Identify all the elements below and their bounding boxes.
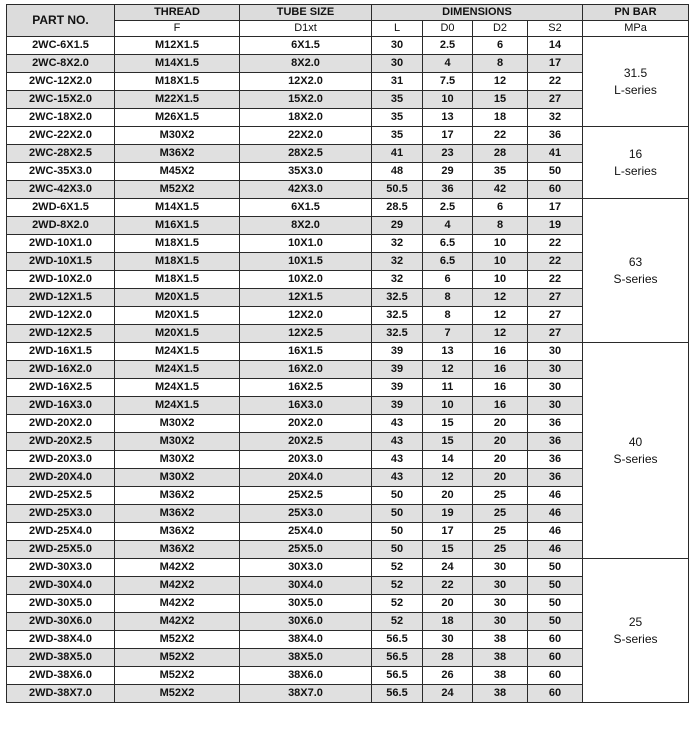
dim-l-cell: 39 (372, 343, 423, 361)
tube-size-cell: 30X3.0 (240, 559, 372, 577)
part-no-header: PART NO. (7, 5, 115, 37)
pn-bar-cell (583, 127, 689, 199)
tube-size-cell: 20X3.0 (240, 451, 372, 469)
part-no-cell: 2WD-30X5.0 (7, 595, 115, 613)
tube-size-cell: 20X4.0 (240, 469, 372, 487)
dim-s2-cell: 22 (528, 271, 583, 289)
series-label: L-series (614, 82, 657, 97)
dim-d2-cell: 30 (473, 577, 528, 595)
tube-size-cell: 25X2.5 (240, 487, 372, 505)
part-no-cell: 2WD-12X2.0 (7, 307, 115, 325)
part-no-cell: 2WC-35X3.0 (7, 163, 115, 181)
dim-d0-cell: 20 (423, 487, 473, 505)
table-header (7, 5, 689, 37)
dim-l-cell: 50.5 (372, 181, 423, 199)
dim-l-cell: 32 (372, 235, 423, 253)
part-no-cell: 2WD-30X4.0 (7, 577, 115, 595)
dim-d0-cell: 12 (423, 469, 473, 487)
tube-size-cell: 16X3.0 (240, 397, 372, 415)
dim-d0-cell: 18 (423, 613, 473, 631)
dim-s2-cell: 30 (528, 361, 583, 379)
part-no-cell: 2WC-8X2.0 (7, 55, 115, 73)
dim-d2-header: D2 (473, 21, 528, 37)
dim-l-cell: 39 (372, 361, 423, 379)
dim-s2-cell: 36 (528, 433, 583, 451)
dim-s2-cell: 27 (528, 307, 583, 325)
tube-size-cell: 22X2.0 (240, 127, 372, 145)
thread-header: THREAD (115, 5, 240, 21)
dim-l-cell: 32 (372, 271, 423, 289)
dim-d2-cell: 38 (473, 667, 528, 685)
tube-size-cell: 10X2.0 (240, 271, 372, 289)
dim-d0-cell: 14 (423, 451, 473, 469)
dim-l-cell: 30 (372, 55, 423, 73)
tube-size-cell: 38X5.0 (240, 649, 372, 667)
dim-l-cell: 52 (372, 559, 423, 577)
tube-size-cell: 8X2.0 (240, 55, 372, 73)
dim-l-cell: 43 (372, 433, 423, 451)
dim-l-cell: 32 (372, 253, 423, 271)
tube-size-cell: 10X1.0 (240, 235, 372, 253)
pn-bar-cell (583, 199, 689, 343)
dim-d0-cell: 23 (423, 145, 473, 163)
thread-cell: M24X1.5 (115, 361, 240, 379)
dim-s2-cell: 32 (528, 109, 583, 127)
dim-s2-cell: 60 (528, 685, 583, 703)
thread-cell: M36X2 (115, 505, 240, 523)
dim-s2-cell: 30 (528, 343, 583, 361)
tube-size-cell: 6X1.5 (240, 199, 372, 217)
dim-d2-cell: 25 (473, 487, 528, 505)
pressure-value: 31.5 (623, 65, 648, 80)
thread-cell: M18X1.5 (115, 253, 240, 271)
dim-s2-cell: 22 (528, 253, 583, 271)
thread-cell: M18X1.5 (115, 73, 240, 91)
thread-cell: M45X2 (115, 163, 240, 181)
part-no-cell: 2WD-10X1.0 (7, 235, 115, 253)
thread-cell: M12X1.5 (115, 37, 240, 55)
part-no-cell: 2WD-8X2.0 (7, 217, 115, 235)
thread-cell: M16X1.5 (115, 217, 240, 235)
dim-l-cell: 48 (372, 163, 423, 181)
dim-d2-cell: 35 (473, 163, 528, 181)
tube-size-cell: 25X4.0 (240, 523, 372, 541)
thread-cell: M42X2 (115, 613, 240, 631)
dim-s2-cell: 60 (528, 649, 583, 667)
dim-s2-cell: 17 (528, 199, 583, 217)
table-row (7, 559, 689, 577)
table-row (7, 127, 689, 145)
dim-l-cell: 43 (372, 469, 423, 487)
thread-sub-header: F (115, 21, 240, 37)
pn-bar-cell (583, 559, 689, 703)
part-no-cell: 2WD-25X3.0 (7, 505, 115, 523)
part-no-cell: 2WC-42X3.0 (7, 181, 115, 199)
pn-bar-cell (583, 343, 689, 559)
part-no-cell: 2WD-20X4.0 (7, 469, 115, 487)
dim-d0-cell: 2.5 (423, 37, 473, 55)
part-no-cell: 2WD-16X1.5 (7, 343, 115, 361)
thread-cell: M42X2 (115, 595, 240, 613)
pressure-value: 40 (628, 434, 643, 449)
tube-size-cell: 12X2.5 (240, 325, 372, 343)
dim-d0-cell: 13 (423, 109, 473, 127)
dim-l-cell: 56.5 (372, 631, 423, 649)
dim-d0-cell: 28 (423, 649, 473, 667)
tube-size-cell: 25X3.0 (240, 505, 372, 523)
tube-size-cell: 20X2.5 (240, 433, 372, 451)
part-no-cell: 2WD-10X1.5 (7, 253, 115, 271)
part-no-cell: 2WD-12X1.5 (7, 289, 115, 307)
thread-cell: M18X1.5 (115, 235, 240, 253)
dim-d2-cell: 10 (473, 235, 528, 253)
pressure-value: 16 (628, 146, 643, 161)
dim-d2-cell: 38 (473, 649, 528, 667)
dim-d2-cell: 28 (473, 145, 528, 163)
dim-d2-cell: 16 (473, 361, 528, 379)
series-label: S-series (613, 271, 658, 286)
dim-d0-cell: 20 (423, 595, 473, 613)
dim-d2-cell: 18 (473, 109, 528, 127)
tube-size-cell: 42X3.0 (240, 181, 372, 199)
dim-d0-cell: 24 (423, 685, 473, 703)
dim-d0-cell: 24 (423, 559, 473, 577)
thread-cell: M18X1.5 (115, 271, 240, 289)
thread-cell: M30X2 (115, 415, 240, 433)
dim-s2-cell: 36 (528, 127, 583, 145)
thread-cell: M30X2 (115, 469, 240, 487)
thread-cell: M52X2 (115, 685, 240, 703)
tube-size-cell: 12X2.0 (240, 73, 372, 91)
dim-s2-cell: 30 (528, 379, 583, 397)
tube-size-sub-header: D1xt (240, 21, 372, 37)
dim-d0-cell: 17 (423, 523, 473, 541)
part-no-cell: 2WD-16X2.0 (7, 361, 115, 379)
dim-d0-cell: 7.5 (423, 73, 473, 91)
part-no-cell: 2WD-16X3.0 (7, 397, 115, 415)
dim-d2-cell: 20 (473, 433, 528, 451)
tube-size-cell: 25X5.0 (240, 541, 372, 559)
dim-d2-cell: 25 (473, 523, 528, 541)
dim-d0-cell: 36 (423, 181, 473, 199)
part-no-cell: 2WD-38X7.0 (7, 685, 115, 703)
dim-d0-cell: 11 (423, 379, 473, 397)
dim-s2-cell: 50 (528, 577, 583, 595)
pressure-value: 63 (628, 254, 643, 269)
dim-d0-cell: 26 (423, 667, 473, 685)
dim-d2-cell: 12 (473, 289, 528, 307)
dim-l-cell: 43 (372, 451, 423, 469)
dim-s2-cell: 14 (528, 37, 583, 55)
fitting-spec-table (6, 4, 689, 703)
dim-d2-cell: 20 (473, 451, 528, 469)
thread-cell: M36X2 (115, 541, 240, 559)
dim-l-cell: 39 (372, 379, 423, 397)
thread-cell: M30X2 (115, 433, 240, 451)
part-no-cell: 2WC-28X2.5 (7, 145, 115, 163)
series-label: L-series (614, 163, 657, 178)
dim-l-cell: 41 (372, 145, 423, 163)
dim-s2-cell: 60 (528, 631, 583, 649)
dim-s2-cell: 36 (528, 469, 583, 487)
dim-s2-cell: 27 (528, 91, 583, 109)
dim-d2-cell: 38 (473, 685, 528, 703)
tube-size-cell: 30X4.0 (240, 577, 372, 595)
dim-d2-cell: 8 (473, 55, 528, 73)
dim-l-cell: 50 (372, 541, 423, 559)
part-no-cell: 2WD-16X2.5 (7, 379, 115, 397)
dim-s2-cell: 30 (528, 397, 583, 415)
dim-l-cell: 32.5 (372, 289, 423, 307)
dim-s2-cell: 41 (528, 145, 583, 163)
thread-cell: M52X2 (115, 181, 240, 199)
dim-d2-cell: 15 (473, 91, 528, 109)
thread-cell: M42X2 (115, 577, 240, 595)
tube-size-cell: 12X1.5 (240, 289, 372, 307)
dim-d2-cell: 22 (473, 127, 528, 145)
dim-d2-cell: 25 (473, 541, 528, 559)
dim-s2-cell: 22 (528, 235, 583, 253)
dim-d0-cell: 15 (423, 415, 473, 433)
part-no-cell: 2WD-20X2.0 (7, 415, 115, 433)
dim-l-cell: 31 (372, 73, 423, 91)
tube-size-cell: 28X2.5 (240, 145, 372, 163)
dim-d2-cell: 10 (473, 271, 528, 289)
tube-size-cell: 35X3.0 (240, 163, 372, 181)
tube-size-cell: 10X1.5 (240, 253, 372, 271)
header-row-main (7, 5, 689, 21)
dim-d0-cell: 8 (423, 307, 473, 325)
dim-s2-cell: 22 (528, 73, 583, 91)
dim-l-cell: 35 (372, 127, 423, 145)
dim-l-cell: 43 (372, 415, 423, 433)
dim-d0-cell: 13 (423, 343, 473, 361)
dim-s2-cell: 50 (528, 613, 583, 631)
dim-d0-cell: 29 (423, 163, 473, 181)
dim-d2-cell: 20 (473, 415, 528, 433)
table-row (7, 199, 689, 217)
dim-d0-cell: 10 (423, 91, 473, 109)
thread-cell: M30X2 (115, 127, 240, 145)
dim-d2-cell: 30 (473, 559, 528, 577)
table-row (7, 343, 689, 361)
dim-d0-cell: 15 (423, 433, 473, 451)
dim-l-cell: 50 (372, 487, 423, 505)
dim-s2-cell: 50 (528, 559, 583, 577)
dim-l-cell: 50 (372, 505, 423, 523)
pn-unit-header: MPa (583, 21, 689, 37)
dim-l-header: L (372, 21, 423, 37)
thread-cell: M26X1.5 (115, 109, 240, 127)
part-no-cell: 2WC-15X2.0 (7, 91, 115, 109)
tube-size-cell: 38X4.0 (240, 631, 372, 649)
part-no-cell: 2WD-25X4.0 (7, 523, 115, 541)
dim-d2-cell: 38 (473, 631, 528, 649)
dim-d2-cell: 30 (473, 613, 528, 631)
dim-l-cell: 35 (372, 109, 423, 127)
thread-cell: M14X1.5 (115, 55, 240, 73)
dim-d2-cell: 30 (473, 595, 528, 613)
dim-l-cell: 52 (372, 613, 423, 631)
dim-s2-cell: 17 (528, 55, 583, 73)
dim-l-cell: 28.5 (372, 199, 423, 217)
dim-s2-cell: 36 (528, 451, 583, 469)
dim-d0-cell: 4 (423, 217, 473, 235)
dim-s2-cell: 27 (528, 289, 583, 307)
table-row (7, 37, 689, 55)
part-no-cell: 2WD-10X2.0 (7, 271, 115, 289)
dim-s2-cell: 50 (528, 163, 583, 181)
dim-d2-cell: 12 (473, 73, 528, 91)
dim-d0-cell: 2.5 (423, 199, 473, 217)
tube-size-cell: 6X1.5 (240, 37, 372, 55)
dim-d0-cell: 8 (423, 289, 473, 307)
dim-d0-cell: 6.5 (423, 253, 473, 271)
dim-d2-cell: 10 (473, 253, 528, 271)
tube-size-cell: 30X6.0 (240, 613, 372, 631)
part-no-cell: 2WC-22X2.0 (7, 127, 115, 145)
thread-cell: M22X1.5 (115, 91, 240, 109)
dim-s2-cell: 60 (528, 181, 583, 199)
dim-d2-cell: 42 (473, 181, 528, 199)
dim-l-cell: 52 (372, 595, 423, 613)
dim-l-cell: 32.5 (372, 325, 423, 343)
dim-d0-cell: 17 (423, 127, 473, 145)
dim-d0-cell: 4 (423, 55, 473, 73)
dim-l-cell: 56.5 (372, 649, 423, 667)
part-no-cell: 2WD-12X2.5 (7, 325, 115, 343)
part-no-cell: 2WC-12X2.0 (7, 73, 115, 91)
tube-size-cell: 12X2.0 (240, 307, 372, 325)
part-no-cell: 2WD-30X3.0 (7, 559, 115, 577)
thread-cell: M36X2 (115, 523, 240, 541)
dim-l-cell: 56.5 (372, 667, 423, 685)
dim-d0-header: D0 (423, 21, 473, 37)
dim-d0-cell: 12 (423, 361, 473, 379)
dim-d2-cell: 16 (473, 343, 528, 361)
thread-cell: M52X2 (115, 649, 240, 667)
thread-cell: M52X2 (115, 631, 240, 649)
tube-size-header: TUBE SIZE (240, 5, 372, 21)
thread-cell: M24X1.5 (115, 379, 240, 397)
dim-s2-cell: 50 (528, 595, 583, 613)
part-no-cell: 2WD-25X5.0 (7, 541, 115, 559)
dim-d2-cell: 12 (473, 325, 528, 343)
series-label: S-series (613, 631, 658, 646)
dim-s2-cell: 19 (528, 217, 583, 235)
dim-d2-cell: 25 (473, 505, 528, 523)
part-no-cell: 2WD-38X4.0 (7, 631, 115, 649)
dim-d2-cell: 12 (473, 307, 528, 325)
thread-cell: M24X1.5 (115, 343, 240, 361)
dim-s2-cell: 46 (528, 505, 583, 523)
tube-size-cell: 16X1.5 (240, 343, 372, 361)
part-no-cell: 2WD-25X2.5 (7, 487, 115, 505)
dim-d0-cell: 19 (423, 505, 473, 523)
dim-d0-cell: 15 (423, 541, 473, 559)
tube-size-cell: 20X2.0 (240, 415, 372, 433)
tube-size-cell: 38X7.0 (240, 685, 372, 703)
part-no-cell: 2WD-38X5.0 (7, 649, 115, 667)
thread-cell: M42X2 (115, 559, 240, 577)
table-body (7, 37, 689, 703)
dim-s2-cell: 46 (528, 487, 583, 505)
thread-cell: M20X1.5 (115, 307, 240, 325)
pressure-value: 25 (628, 614, 643, 629)
dim-l-cell: 50 (372, 523, 423, 541)
dim-l-cell: 32.5 (372, 307, 423, 325)
thread-cell: M52X2 (115, 667, 240, 685)
dim-s2-cell: 27 (528, 325, 583, 343)
dim-d0-cell: 6.5 (423, 235, 473, 253)
dim-d2-cell: 8 (473, 217, 528, 235)
part-no-cell: 2WC-6X1.5 (7, 37, 115, 55)
dim-s2-cell: 46 (528, 541, 583, 559)
dim-d2-cell: 16 (473, 379, 528, 397)
part-no-cell: 2WD-38X6.0 (7, 667, 115, 685)
dim-l-cell: 30 (372, 37, 423, 55)
thread-cell: M14X1.5 (115, 199, 240, 217)
dim-s2-cell: 46 (528, 523, 583, 541)
dim-s2-cell: 36 (528, 415, 583, 433)
tube-size-cell: 30X5.0 (240, 595, 372, 613)
dim-d0-cell: 10 (423, 397, 473, 415)
tube-size-cell: 16X2.0 (240, 361, 372, 379)
part-no-cell: 2WC-18X2.0 (7, 109, 115, 127)
thread-cell: M36X2 (115, 145, 240, 163)
part-no-cell: 2WD-20X2.5 (7, 433, 115, 451)
thread-cell: M36X2 (115, 487, 240, 505)
part-no-cell: 2WD-20X3.0 (7, 451, 115, 469)
tube-size-cell: 16X2.5 (240, 379, 372, 397)
pn-bar-header: PN BAR (583, 5, 689, 21)
pn-bar-cell (583, 37, 689, 127)
thread-cell: M20X1.5 (115, 325, 240, 343)
dim-d2-cell: 16 (473, 397, 528, 415)
dim-l-cell: 56.5 (372, 685, 423, 703)
part-no-cell: 2WD-6X1.5 (7, 199, 115, 217)
dim-d2-cell: 6 (473, 199, 528, 217)
series-label: S-series (613, 451, 658, 466)
dim-d0-cell: 6 (423, 271, 473, 289)
dim-d2-cell: 20 (473, 469, 528, 487)
tube-size-cell: 15X2.0 (240, 91, 372, 109)
dim-l-cell: 35 (372, 91, 423, 109)
dim-d2-cell: 6 (473, 37, 528, 55)
tube-size-cell: 18X2.0 (240, 109, 372, 127)
dim-l-cell: 29 (372, 217, 423, 235)
dim-s2-cell: 60 (528, 667, 583, 685)
thread-cell: M30X2 (115, 451, 240, 469)
tube-size-cell: 8X2.0 (240, 217, 372, 235)
part-no-cell: 2WD-30X6.0 (7, 613, 115, 631)
thread-cell: M24X1.5 (115, 397, 240, 415)
dim-d0-cell: 30 (423, 631, 473, 649)
tube-size-cell: 38X6.0 (240, 667, 372, 685)
dim-d0-cell: 22 (423, 577, 473, 595)
dim-s2-header: S2 (528, 21, 583, 37)
dim-d0-cell: 7 (423, 325, 473, 343)
dim-l-cell: 52 (372, 577, 423, 595)
thread-cell: M20X1.5 (115, 289, 240, 307)
dimensions-header: DIMENSIONS (372, 5, 583, 21)
dim-l-cell: 39 (372, 397, 423, 415)
